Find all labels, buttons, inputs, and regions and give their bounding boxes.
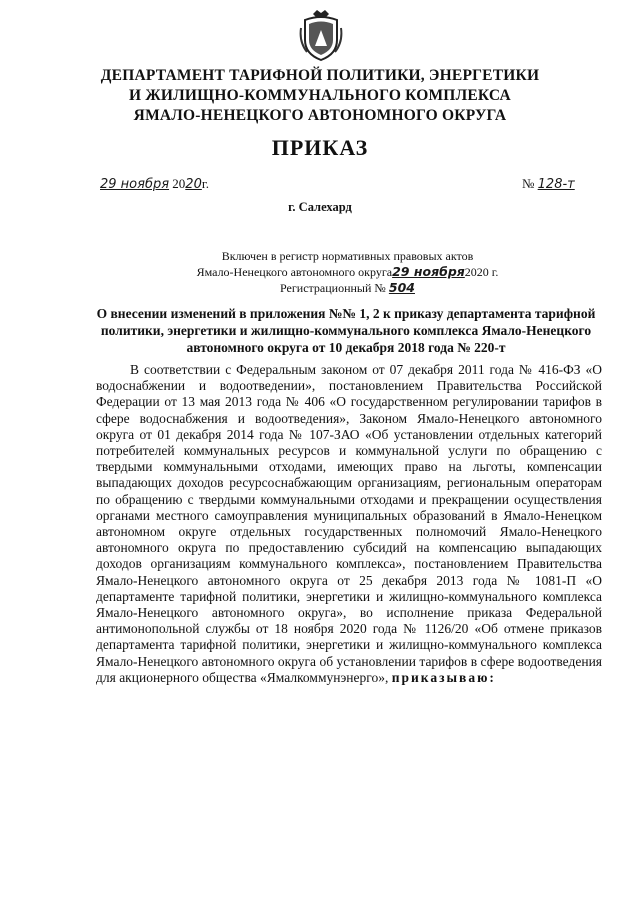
coat-of-arms-emblem — [299, 8, 343, 62]
registry-date-handwritten: 29 ноября — [392, 264, 465, 279]
registry-number-handwritten: 504 — [388, 280, 415, 295]
document-subject: О внесении изменений в приложения №№ 1, 2 к приказу департамента тарифной политики, энергетики и жилищно-коммунального комплекса Ямало-Ненецкого автономного округа от 10 декабря 2018 года № 220-т — [96, 306, 596, 355]
date-year-prefix: 20 — [172, 176, 186, 191]
registry-line-2 — [170, 264, 525, 280]
number-handwritten: 128-т — [537, 177, 575, 192]
number-label: № — [522, 176, 535, 191]
department-name — [70, 66, 570, 126]
document-title: ПРИКАЗ — [271, 135, 369, 160]
department-line-3: ЯМАЛО-НЕНЕЦКОГО АВТОНОМНОГО ОКРУГА — [133, 107, 507, 124]
order-number — [522, 176, 575, 192]
city-name: г. Салехард — [288, 200, 352, 214]
registry-number-label: Регистрационный № — [280, 281, 386, 295]
registry-stamp — [170, 249, 525, 296]
department-line-1: ДЕПАРТАМЕНТ ТАРИФНОЙ ПОЛИТИКИ, ЭНЕРГЕТИКИ — [100, 67, 540, 84]
date-year-suffix: г. — [201, 176, 209, 191]
command-word: приказываю: — [391, 669, 496, 685]
registry-line-2-prefix: Ямало-Ненецкого автономного округа — [196, 265, 393, 279]
department-line-2: И ЖИЛИЩНО-КОММУНАЛЬНОГО КОМПЛЕКСА — [129, 87, 511, 104]
registry-line-3 — [170, 280, 525, 296]
date-year-handwritten: 20 — [185, 177, 202, 192]
date-handwritten: 29 ноября — [100, 177, 170, 192]
body-paragraph — [96, 362, 602, 686]
registry-line-1: Включен в регистр нормативных правовых актов — [221, 249, 474, 263]
body-text: В соответствии с Федеральным законом от 07 декабря 2011 года № 416-ФЗ «О водоснабжении и водоотведении», постановлением Правительства Российской Федерации от 13 мая 2013 года № 406 «О государственном регулировании тарифов в сфере водоснабжения и водоотведения», Законом Ямало-Ненецкого автономного округа от 01 декабря 2014 года № 107-ЗАО «Об установлении отдельных категорий потребителей коммунальных ресурсов и коммунальной услуги по обращению с твердыми коммунальными отходами, имеющих право на льготы, компенсации выпадающих доходов ресурсоснабжающим организациям, региональным операторам по обращению с твердыми коммунальными отходами и прекращении осуществления органами местного самоуправления муниципальных образований в Ямало-Ненецком автономном округе отдельных государственных полномочий Ямало-Ненецкого автономного округа по предоставлению субсидий на компенсацию выпадающих доходов организациям коммунального комплекса», постановлением Правительства Ямало-Ненецкого автономного округа от 25 декабря 2013 года № 1081-П «О департаменте тарифной политики, энергетики и жилищно-коммунального комплекса Ямало-Ненецкого автономного округа», во исполнение приказа Федеральной антимонопольной службы от 18 ноября 2020 года № 1126/20 «Об отмене приказов департамента тарифной политики, энергетики и жилищно-коммунального комплекса Ямало-Ненецкого автономного округа об установлении тарифов в сфере водоотведения для акционерного общества «Ямалкоммунэнерго», — [96, 362, 602, 685]
registry-line-2-suffix: 2020 г. — [464, 265, 499, 279]
order-date — [100, 176, 209, 192]
